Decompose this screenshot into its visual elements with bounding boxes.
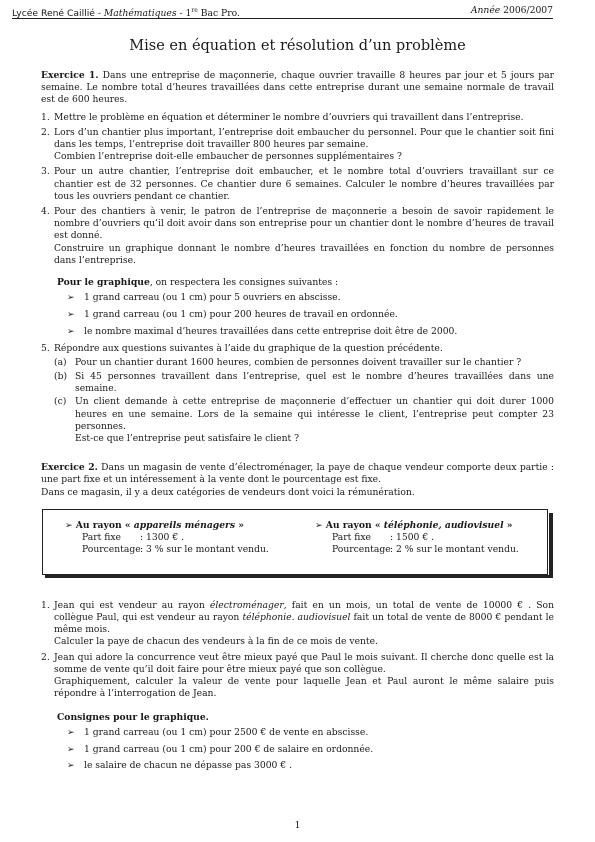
instruction-item: ➢ le nombre maximal d’heures travaillées dans cette entreprise doit être de 2000.	[67, 325, 458, 337]
year-value: 2006/2007	[500, 5, 553, 16]
arrow-bullet-icon: ➢	[315, 519, 323, 531]
arrow-bullet-icon: ➢	[67, 761, 75, 772]
arrow-bullet-icon: ➢	[67, 293, 75, 304]
arrow-bullet-icon: ➢	[67, 744, 75, 755]
instruction-item: ➢ le salaire de chacun ne dépasse pas 3000 € .	[67, 760, 292, 772]
exercise-1-intro: Exercice 1. Dans une entreprise de maçonnerie, chaque ouvrier travaille 8 heures par jour et 5 jours par semaine. Le nombre total d’heures travaillées dans cette entreprise durant une semaine normale de travail est de 600 heures.	[41, 70, 554, 106]
subject-name: Mathématiques	[103, 8, 177, 20]
document-body	[41, 70, 554, 777]
pay-table-box	[41, 509, 554, 589]
sub-question-item: (c) Un client demande à cette entreprise de maçonnerie d’effectuer un chantier qui doit durer 1000 heures en une semaine. Lors de la semaine qui intéresse le client, l’entreprise peut compter 23 personnes. Est-ce que l’entreprise peut satisfaire le client ?	[54, 396, 554, 445]
arrow-bullet-icon: ➢	[67, 310, 75, 321]
sub-questions	[54, 357, 554, 445]
arrow-bullet-icon: ➢	[65, 519, 73, 531]
instruction-item: ➢ 1 grand carreau (ou 1 cm) pour 200 heures de travail en ordonnée.	[67, 309, 398, 321]
exercise-2-intro-2: Dans ce magasin, il y a deux catégories de vendeurs dont voici la rémunération.	[41, 486, 415, 498]
rayon-appliances: ➢ Au rayon « appareils ménagers » Part fixe : 1300 € . Pourcentage: 3 % sur le montant vendu.	[65, 519, 269, 556]
question-item: 2. Lors d’un chantier plus important, l’entreprise doit embaucher du personnel. Pour que le chantier soit fini dans les temps, l’entreprise doit travailler 800 heures par semaine. Combien l’entreprise doit-elle embaucher de personnes supplémentaires ?	[41, 126, 554, 163]
question-item: 3. Pour un autre chantier, l’entreprise doit embaucher, et le nombre total d’ouvriers travaillant sur ce chantier est de 32 personnes. Ce chantier dure 6 semaines. Calculer le nombre d’heures travaillées par tous les ouvriers pendant ce chantier.	[41, 166, 554, 202]
arrow-bullet-icon: ➢	[67, 326, 75, 337]
graph-instructions-heading-2: Consignes pour le graphique.	[57, 711, 209, 723]
question-item: 4. Pour des chantiers à venir, le patron de l’entreprise de maçonnerie a besoin de savoir rapidement le nombre d’ouvriers qu’il doit avoir dans son entreprise pour un chantier dont le nombre d’heures de travail est donné. Construire un graphique donnant le nombre d’heures travaillées en fonction du nombre de personnes dans l’entreprise.	[41, 206, 554, 266]
exercise-2-intro: Exercice 2. Dans un magasin de vente d’électroménager, la paye de chaque vendeur comporte deux partie : une part fixe et un intéressement à la vente dont le pourcentage est fixe.	[41, 462, 554, 486]
sub-question-item: (b) Si 45 personnes travaillent dans l’entreprise, quel est le nombre d’heures travaillées dans une semaine.	[54, 370, 554, 394]
exercise-1-label: Exercice 1.	[41, 70, 99, 81]
graph-instructions-list-2	[67, 727, 554, 773]
rayon-telephony: ➢ Au rayon « téléphonie, audiovisuel » Part fixe : 1500 € . Pourcentage: 2 % sur le montant vendu.	[315, 519, 519, 556]
exercise-1-questions	[41, 112, 554, 267]
question-item: 1. Mettre le problème en équation et déterminer le nombre d’ouvriers qui travaillent dans l’entreprise.	[41, 111, 524, 123]
instruction-item: ➢ 1 grand carreau (ou 1 cm) pour 5 ouvriers en abscisse.	[67, 292, 341, 304]
page-title: Mise en équation et résolution d’un problème	[129, 38, 466, 54]
arrow-bullet-icon: ➢	[67, 727, 75, 738]
class-name: 1re Bac Pro.	[185, 7, 240, 20]
question-item: 5. Répondre aux questions suivantes à l’aide du graphique de la question précédente. (a) Pour un chantier durant 1600 heures, combien de personnes doivent travailler sur le chantier ? (b) Si 45 personnes travaillent dans l’entreprise, quel est le nombre d’heures travaillées dans une semaine. (c) Un client demande à cette entreprise de maçonnerie d’effectuer un chantier qui doit durer 1000 heures en une semaine. Lors de la semaine qui intéresse le client, l’entreprise peut compter 23 personnes. Est-ce que l’entreprise peut satisfaire le client ?	[41, 342, 554, 445]
school-name: Lycée René Caillié	[12, 8, 95, 20]
sub-question-item: (a) Pour un chantier durant 1600 heures, combien de personnes doivent travailler sur le chantier ?	[54, 356, 522, 368]
graph-instructions-list	[67, 292, 554, 338]
exercise-2-label: Exercice 2.	[41, 462, 98, 474]
header-right	[471, 4, 553, 17]
header-left: Lycée René Caillié - Mathématiques - 1re Bac Pro.	[12, 7, 240, 20]
exercise-2-questions	[41, 600, 554, 701]
page-number: 1	[294, 820, 301, 831]
exercise-1-question-5	[41, 343, 554, 446]
year-label: Année	[470, 5, 501, 16]
question-item: 1. Jean qui est vendeur au rayon électroménager, fait en un mois, un total de vente de 10000 € . Son collègue Paul, qui est vendeur au rayon téléphonie. audiovisuel fait un total de vente de 8000 € pendant le même mois. Calculer la paye de chacun des vendeurs à la fin de ce mois de vente.	[41, 599, 554, 648]
page-header	[12, 4, 553, 19]
instruction-item: ➢ 1 grand carreau (ou 1 cm) pour 200 € de salaire en ordonnée.	[67, 743, 374, 755]
graph-instructions-heading: Pour le graphique, on respectera les consignes suivantes :	[57, 277, 339, 289]
instruction-item: ➢ 1 grand carreau (ou 1 cm) pour 2500 € de vente en abscisse.	[67, 726, 369, 738]
question-item: 2. Jean qui adore la concurrence veut être mieux payé que Paul le mois suivant. Il cherche donc quelle est la somme de vente qu’il doit faire pour être mieux payé que son collègue. Graphiquement, calculer la valeur de vente pour laquelle Jean et Paul auront le même salaire puis répondre à l’interrogation de Jean.	[41, 651, 554, 700]
